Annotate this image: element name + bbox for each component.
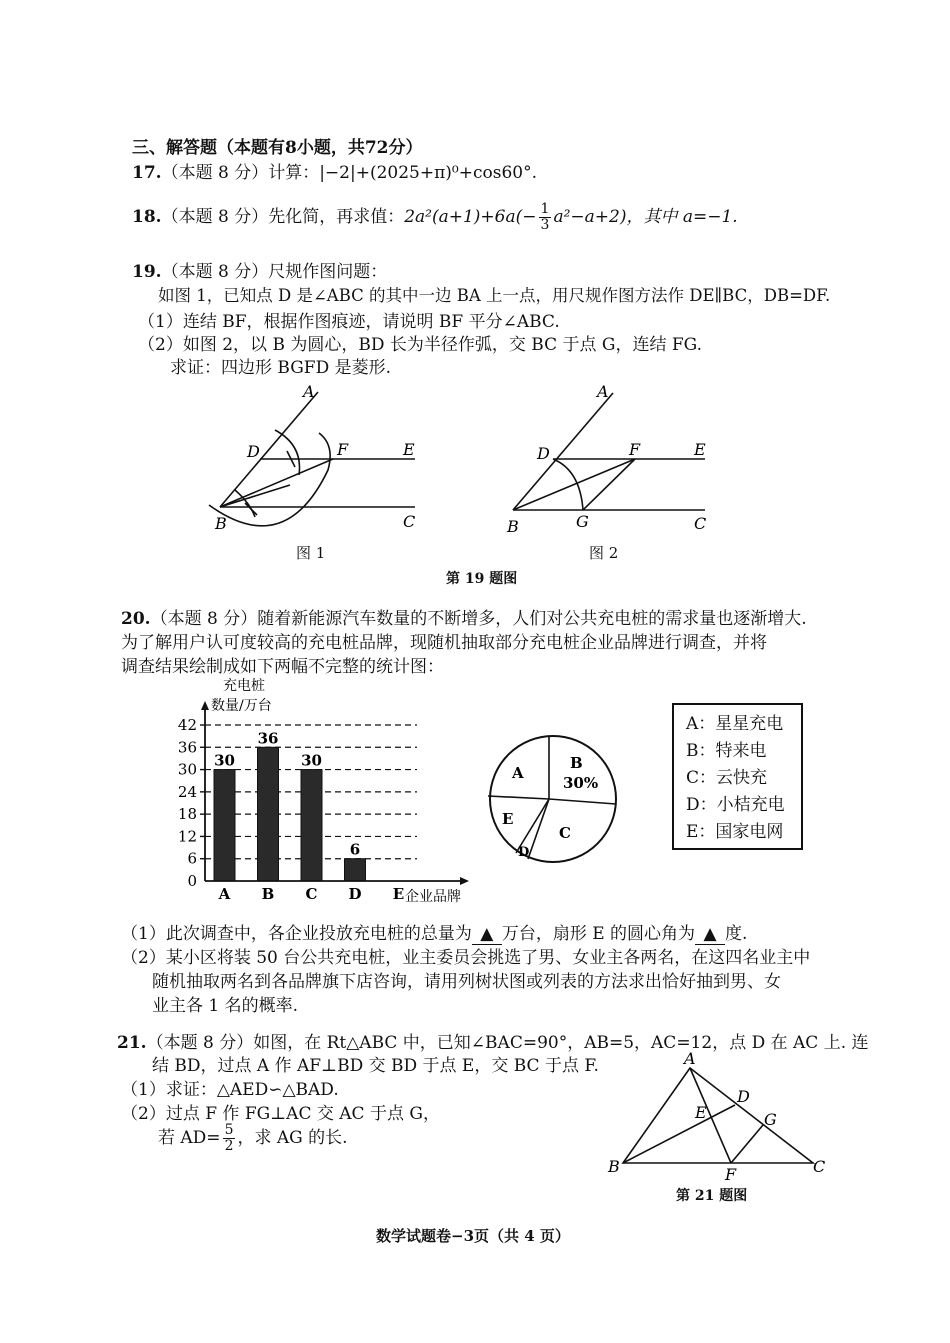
legend-item-e: E：国家电网: [686, 822, 784, 842]
arc-dg: [553, 459, 583, 510]
legend-item-b: B：特来电: [686, 741, 767, 761]
question-20-part1: [121, 919, 747, 945]
question-17: [132, 158, 537, 183]
pie-slice-b-percent: 30%: [563, 774, 599, 792]
part1-text-c: 度.: [725, 924, 748, 944]
bar-a: [214, 770, 235, 881]
y-tick-label: 12: [177, 827, 197, 846]
question-20-line2: 为了解用户认可度较高的充电桩品牌，现随机抽取部分充电桩企业品牌进行调查，并将: [121, 633, 767, 653]
segment-bf: [220, 459, 333, 507]
question-20-line3: 调查结果绘制成如下两幅不完整的统计图：: [121, 657, 444, 677]
label-c: C: [694, 514, 707, 533]
pie-slice-e-label: E: [502, 810, 514, 828]
answer-blank: ▲: [472, 924, 502, 945]
question-20-part2c: 业主各 1 名的概率.: [152, 996, 299, 1016]
label-g: G: [764, 1110, 777, 1129]
section-title: 三、解答题（本题有8小题，共72分）: [132, 138, 423, 158]
figure-21: [600, 1050, 840, 1185]
question-text: （本题 8 分）先化简，再求值：: [161, 207, 405, 227]
y-tick-label: 6: [187, 849, 197, 868]
question-text: （本题 8 分）尺规作图问题：: [161, 262, 388, 282]
chart-legend: [672, 703, 803, 850]
question-text: （本题 8 分）如图，在 Rt△ABC 中，已知∠BAC=90°，AB=5，AC=12，点 D 在 AC 上. 连: [146, 1033, 869, 1053]
part2b-text-b: ，求 AG 的长.: [237, 1128, 348, 1148]
y-tick-label: 42: [177, 716, 197, 734]
label-f: F: [725, 1165, 737, 1184]
question-21-part1: （1）求证：△AED∽△BAD.: [121, 1080, 339, 1100]
bar-b: [258, 747, 279, 881]
question-number: 18.: [132, 207, 162, 227]
label-e: E: [403, 440, 415, 459]
fraction-denominator: 2: [224, 1138, 234, 1154]
x-tick-label-c: C: [305, 885, 318, 903]
figure-19-title: 第 19 题图: [446, 571, 518, 587]
part1-text-a: （1）此次调查中，各企业投放充电桩的总量为: [121, 924, 472, 944]
x-tick-label-a: A: [218, 885, 231, 903]
part1-text-b: 万台，扇形 E 的圆心角为: [501, 924, 696, 944]
question-number: 17.: [132, 163, 162, 183]
label-a: A: [597, 382, 609, 401]
question-18: [132, 201, 738, 233]
construction-line: [220, 485, 290, 507]
fraction: [223, 1123, 236, 1154]
label-c: C: [403, 512, 416, 531]
fraction: [539, 202, 552, 233]
y-tick-label: 24: [177, 782, 197, 801]
data-label-a: 30: [214, 751, 235, 770]
segment-fg: [731, 1125, 763, 1163]
page-footer: 数学试题卷−3页（共 4 页）: [376, 1227, 570, 1245]
legend-item-c: C：云快充: [686, 768, 768, 788]
data-label-c: 30: [301, 751, 322, 770]
question-19-head: [132, 257, 387, 282]
question-20-part2a: （2）某小区将装 50 台公共充电桩，业主委员会挑选了男、女业主各两名，在这四名业主中: [121, 948, 811, 968]
bar-chart: [165, 675, 485, 915]
y-tick-label: 30: [177, 760, 197, 779]
x-axis-arrow: [460, 877, 469, 885]
y-tick-label: 18: [177, 805, 197, 824]
question-text: （本题 8 分）计算：|−2|+(2025+π)⁰+cos60°.: [161, 163, 537, 183]
label-f: F: [337, 440, 349, 459]
label-a: A: [303, 382, 315, 401]
question-20-line1: [121, 604, 807, 629]
pie-chart: [483, 732, 627, 866]
construction-arc: [209, 433, 330, 526]
figure-2-caption: 图 2: [589, 544, 619, 562]
label-f: F: [629, 440, 641, 459]
x-tick-label-e: E: [392, 885, 405, 903]
expression-part: 2a²(a+1)+6a(−: [404, 207, 537, 227]
fraction-numerator: 1: [540, 201, 550, 217]
x-axis-label: 企业品牌: [405, 889, 461, 905]
label-b: B: [608, 1157, 620, 1176]
label-e: E: [694, 440, 706, 459]
question-number: 21.: [117, 1033, 147, 1053]
pie-slice-c-label: C: [559, 824, 571, 842]
label-c: C: [813, 1157, 826, 1176]
figure-21-title: 第 21 题图: [676, 1188, 748, 1204]
question-number: 19.: [132, 262, 162, 282]
question-19-part2b: 求证：四边形 BGFD 是菱形.: [170, 358, 392, 378]
y-tick-label: 36: [177, 738, 197, 757]
part2b-text-a: 若 AD=: [158, 1128, 221, 1148]
figure-1-caption: 图 1: [296, 544, 326, 562]
y-tick-label: 0: [187, 872, 197, 890]
ray-ba: [220, 392, 318, 507]
question-19-part2: （2）如图 2，以 B 为圆心，BD 长为半径作弧，交 BC 于点 G，连结 FG.: [138, 335, 703, 355]
y-axis-label-line2: 数量/万台: [211, 698, 272, 714]
label-b: B: [507, 517, 519, 535]
label-g: G: [576, 512, 589, 531]
question-19-line1: 如图 1，已知点 D 是∠ABC 的其中一边 BA 上一点，用尺规作图方法作 DE∥BC，DB=DF.: [158, 286, 831, 305]
construction-mark: [245, 503, 257, 515]
x-tick-label-d: D: [348, 885, 362, 903]
label-d: D: [537, 444, 550, 463]
question-21-part2b: [158, 1121, 348, 1155]
segment-gf: [583, 459, 635, 510]
y-axis-arrow: [201, 701, 209, 710]
label-d: D: [737, 1087, 750, 1106]
figure-19-2: [495, 375, 735, 535]
bar-d: [345, 859, 366, 881]
figure-19-1: [195, 375, 435, 535]
legend-item-a: A：星星充电: [686, 714, 784, 734]
question-text: （本题 8 分）随着新能源汽车数量的不断增多，人们对公共充电桩的需求量也逐渐增大.: [150, 609, 807, 629]
y-axis-label-line1: 充电桩: [223, 678, 265, 694]
segment-bf: [513, 459, 635, 510]
question-21-part2: （2）过点 F 作 FG⊥AC 交 AC 于点 G，: [121, 1104, 440, 1124]
question-21-line2: 结 BD，过点 A 作 AF⊥BD 交 BD 于点 E，交 BC 于点 F.: [152, 1056, 599, 1076]
fraction-numerator: 5: [224, 1122, 234, 1138]
data-label-d: 6: [349, 840, 361, 859]
pie-slice-b-label: B: [570, 754, 583, 772]
question-19-part1: （1）连结 BF，根据作图痕迹，请说明 BF 平分∠ABC.: [138, 312, 560, 332]
data-label-b: 36: [257, 729, 279, 748]
pie-slice-a-label: A: [512, 764, 524, 782]
expression-part: a²−a+2)，其中 a=−1.: [553, 207, 738, 227]
label-b: B: [215, 514, 227, 533]
fraction-denominator: 3: [540, 217, 550, 233]
x-tick-label-b: B: [261, 885, 275, 903]
label-d: D: [247, 442, 260, 461]
ray-ba: [513, 393, 613, 510]
label-a: A: [684, 1050, 696, 1068]
legend-item-d: D：小桔充电: [686, 795, 785, 815]
answer-blank: ▲: [695, 924, 725, 945]
label-e: E: [695, 1103, 707, 1122]
bar-c: [301, 770, 322, 881]
pie-slice-d-label: D: [518, 845, 530, 860]
question-number: 20.: [121, 609, 151, 629]
question-20-part2b: 随机抽取两名到各品牌旗下店咨询，请用列树状图或列表的方法求出恰好抽到男、女: [152, 972, 781, 992]
